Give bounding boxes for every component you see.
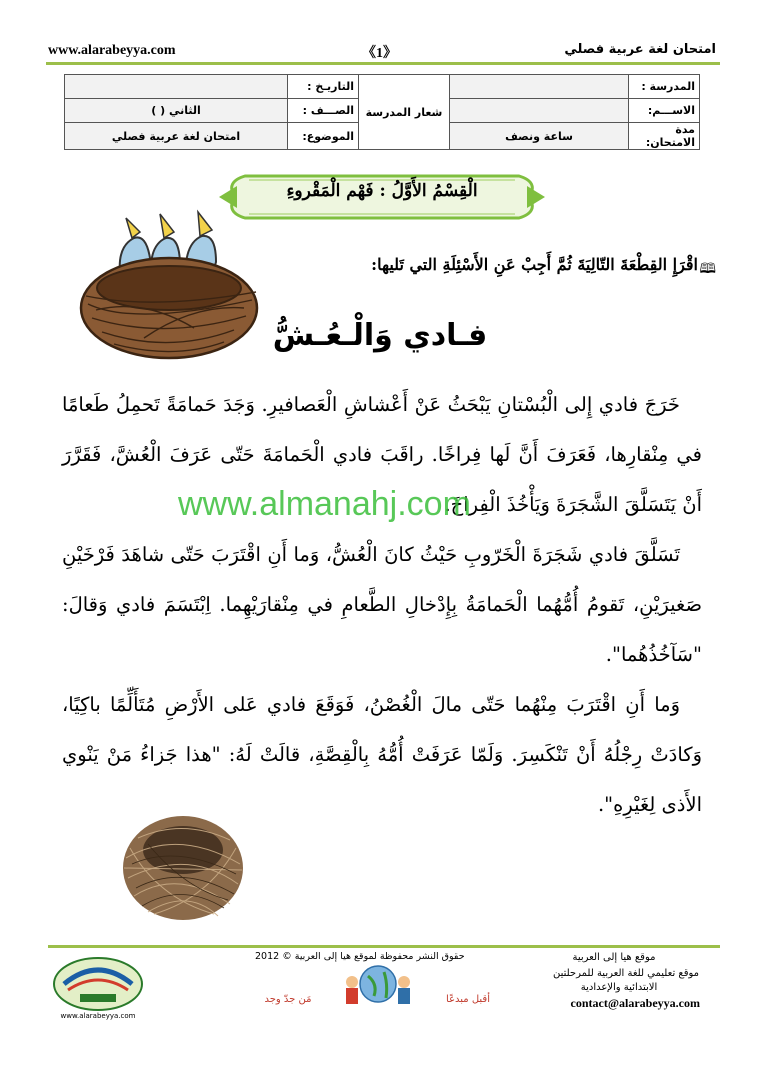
copyright-notice: حقوق النشر محفوظة لموقع هيا إلى العربية © 2012 <box>255 951 465 962</box>
name-field[interactable] <box>450 99 629 123</box>
story-paragraph <box>62 530 702 680</box>
subject-value: امتحان لغة عربية فصلي <box>65 123 288 150</box>
footer-site-description-2: الابتدائية والإعدادية <box>580 982 658 993</box>
section-title: الْقِسْمُ الأَوَّلُ : فَهْم الْمَقْروءِ <box>286 181 478 201</box>
name-label: الاســـم: <box>629 99 700 123</box>
slogan-left: مَن جدّ وجد <box>264 994 312 1005</box>
paragraph-text: وَما أَنِ اقْتَرَبَ مِنْهُما حَتّى مالَ الْغُصْنُ، فَوَقَعَ فادي عَلى الأَرْضِ مُتَأَلِّمًا باكِيًا، وَكادَتْ رِجْلُهُ أَنْ تَنْكَسِرَ. وَلَمّا عَرَفَتْ أُمُّهُ بِالْقِصَّةِ، قالَتْ لَهُ: "هذا جَزاءُ مَنْ يَنْوي الأَذى لِغَيْرِهِ". <box>62 693 702 816</box>
footer-site-description: موقع تعليمي للغة العربية للمرحلتين <box>552 968 700 979</box>
logo-caption: www.alarabeyya.com <box>60 1012 136 1020</box>
site-logo <box>50 950 146 1024</box>
exam-title-header: امتحان لغة عربية فصلي <box>564 42 716 57</box>
class-field[interactable]: الثاني ( ) <box>65 99 288 123</box>
bird-nest-illustration <box>74 208 264 368</box>
exam-info-table <box>64 74 700 150</box>
slogan-right: أقبل مبدعًا <box>446 994 490 1005</box>
class-label: الصـــف : <box>288 99 359 123</box>
date-label: التاريـخ : <box>288 75 359 99</box>
reading-instruction: اقْرَإِ القِطْعَةَ التّالِيَةَ ثُمَّ أَجِبْ عَنِ الأَسْئِلَةِ التي تَليها: <box>371 255 698 274</box>
book-icon: 🕮 <box>699 261 716 277</box>
footer-site-name: موقع هيا إلى العربية <box>572 952 656 963</box>
story-title: فـادي وَالْـعُـشُّ <box>272 318 488 353</box>
duration-label: مدة الامتحان: <box>629 123 700 150</box>
page-number: 《1》 <box>362 46 397 61</box>
footer-slogan-banner <box>228 962 528 1010</box>
header-divider <box>46 62 720 65</box>
paragraph-text: خَرَجَ فادي إِلى الْبُسْتانِ يَبْحَثُ عَنْ أَعْشاشِ الْعَصافيرِ. وَجَدَ حَمامَةً تَحمِلُ طَعامًا في مِنْقارِها، فَعَرَفَ أَنَّ لَها فِراخًا. راقَبَ فادي الْحَمامَةَ حَتّى عَرَفَ الْعُشَّ، فَقَرَّرَ أَنْ يَتَسَلَّقَ الشَّجَرَةَ وَيَأْخُذَ الْفِراخَ. <box>62 393 702 516</box>
empty-nest-image <box>118 788 248 928</box>
paragraph-text: تَسَلَّقَ فادي شَجَرَةَ الْخَرّوبِ حَيْثُ كانَ الْعُشُّ، وَما أَنِ اقْتَرَبَ حَتّى شاهَدَ فَرْخَيْنِ صَغيرَيْنِ، تَقومُ أُمُّهُما الْحَمامَةُ بِإِدْخالِ الطَّعامِ في مِنْقارَيْهِما. اِبْتَسَمَ فادي وَقالَ: "سَآخُذُهُما". <box>62 543 702 666</box>
school-field[interactable] <box>450 75 629 99</box>
header-site-url[interactable]: www.alarabeyya.com <box>48 43 176 58</box>
school-label: المدرسة : <box>629 75 700 99</box>
school-logo-placeholder: شعار المدرسة <box>359 75 450 150</box>
subject-label: الموضوع: <box>288 123 359 150</box>
contact-email-link[interactable]: contact@alarabeyya.com <box>570 996 700 1010</box>
date-field[interactable] <box>65 75 288 99</box>
footer-divider <box>48 945 720 948</box>
table-row <box>65 75 700 99</box>
duration-value: ساعة ونصف <box>450 123 629 150</box>
watermark: www.almanahj.com <box>178 485 471 523</box>
